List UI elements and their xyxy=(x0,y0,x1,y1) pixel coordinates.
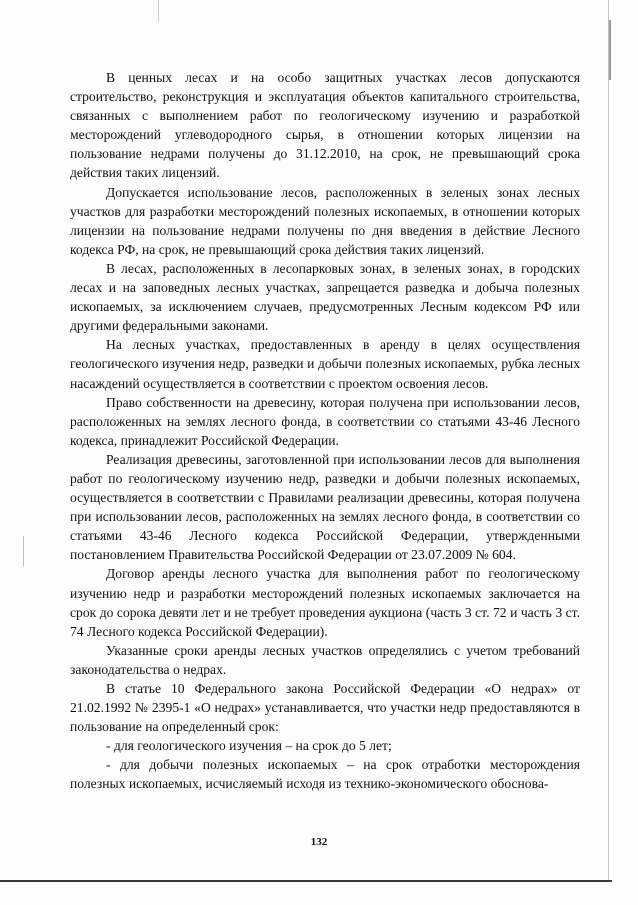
document-body xyxy=(70,68,580,794)
list-item: - для добычи полезных ископаемых – на срок отработки месторождения полезных ископаемых, исчисляемый исходя из технико-экономического обоснова- xyxy=(70,757,580,792)
scan-artifact-line xyxy=(0,880,612,882)
paragraph: В статье 10 Федерального закона Российской Федерации «О недрах» от 21.02.1992 № 2395-1 «О недрах» устанавливается, что участки недр предоставляются в пользование на определенный срок: xyxy=(70,681,580,735)
paragraph: В ценных лесах и на особо защитных участках лесов допускаются строительство, реконструкция и эксплуатация объектов капитального строительства, связанных с выполнением работ по геологическому изучению и разработкой месторождений углеводородного сырья, в отношении которых лицензии на пользование недрами получены до 31.12.2010, на срок, не превышающий срока действия таких лицензий. xyxy=(70,70,580,181)
paragraph: На лесных участках, предоставленных в аренду в целях осуществления геологического изучения недр, разведки и добычи полезных ископаемых, рубка лесных насаждений осуществляется в соответствии с проектом освоения лесов. xyxy=(70,337,580,391)
paragraph: Допускается использование лесов, расположенных в зеленых зонах лесных участков для разработки месторождений полезных ископаемых, в отношении которых лицензии на пользование недрами получены по дня введения в действие Лесного кодекса РФ, на срок, не превышающий срока действия таких лицензий. xyxy=(70,184,580,257)
paragraph: Указанные сроки аренды лесных участков определялись с учетом требований законодательства о недрах. xyxy=(70,642,580,677)
paragraph: Договор аренды лесного участка для выполнения работ по геологическому изучению недр и разработки месторождений полезных ископаемых заключается на срок до сорока девяти лет и не требует проведения аукциона (часть 3 ст. 72 и часть 3 ст. 74 Лесного кодекса Российской Федерации). xyxy=(70,566,580,639)
page-number: 132 xyxy=(310,836,328,848)
scan-artifact-line xyxy=(23,536,24,566)
scan-artifact-line xyxy=(609,20,611,80)
scan-artifact-line xyxy=(158,0,159,22)
paragraph: Право собственности на древесину, которая получена при использовании лесов, расположенных на землях лесного фонда, в соответствии со статьями 43-46 Лесного кодекса, принадлежит Российской Федерации. xyxy=(70,394,580,448)
list-item: - для геологического изучения – на срок до 5 лет; xyxy=(106,738,392,754)
paragraph: В лесах, расположенных в лесопарковых зонах, в зеленых зонах, в городских лесах и на заповедных лесных участках, запрещается разведка и добыча полезных ископаемых, за исключением случаев, предусмотренных Лесным кодексом РФ или другими федеральными законами. xyxy=(70,260,580,334)
scan-artifact-line xyxy=(608,0,609,880)
paragraph: Реализация древесины, заготовленной при использовании лесов для выполнения работ по геологическому изучению недр, разведки и добычи полезных ископаемых, осуществляется в соответствии с Правилами реализации древесины, которая получена при использовании лесов, расположенных на землях лесного фонда, в соответствии со статьями 43-46 Лесного кодекса Российской Федерации, утвержденными постановлением Правительства Российской Федерации от 23.07.2009 № 604. xyxy=(70,451,580,563)
